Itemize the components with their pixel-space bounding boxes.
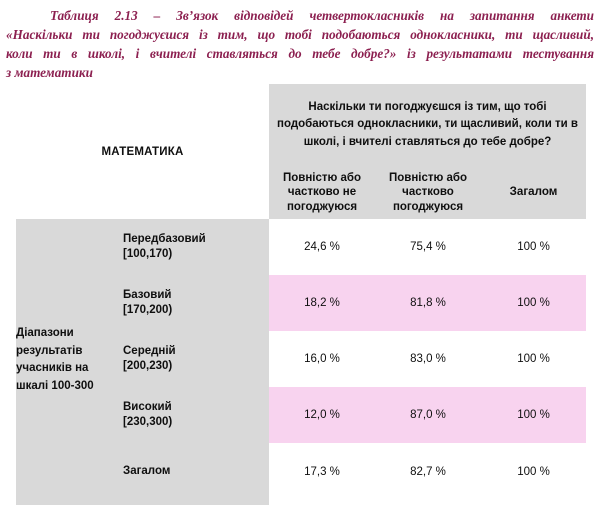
cell-agree: 82,7 % [375,443,481,501]
cell-disagree: 12,0 % [269,387,375,443]
level-range: [200,230) [123,360,173,372]
column-header-agree: Повністю або частково погоджуюся [375,166,481,219]
level-range: [100,170) [123,248,173,260]
results-table [16,84,586,505]
level-name: Базовий [123,288,172,301]
column-header-total: Загалом [481,166,586,219]
cell-agree: 87,0 % [375,387,481,443]
level-name: Загалом [123,465,171,478]
caption-line-3: коли ти в школі, і вчителі ставляться до тебе добре?» із результатами тестування [6,46,594,61]
cell-total: 100 % [481,275,586,331]
cell-agree: 75,4 % [375,219,481,275]
row-group-label-cell: Діапазони результатів учасників на шкалі 100-300 [16,219,123,501]
level-name: Високий [123,400,172,413]
level-label-cell [123,387,269,443]
table-bottom-spacer [16,501,586,505]
cell-disagree: 17,3 % [269,443,375,501]
cell-agree: 83,0 % [375,331,481,387]
level-label-cell [123,275,269,331]
caption-line-2: «Наскільки ти погоджуєшся із тим, що тобі подобаються однокласники, ти щасливий, [6,27,594,42]
table-container [16,84,586,487]
spacer-scale [16,501,123,505]
question-header-cell: Наскільки ти погоджуєшся із тим, що тобі подобаються однокласники, ти щасливий, коли ти в школі, і вчителі ставляться до тебе добре? [269,84,586,166]
level-name: Середній [123,344,176,357]
caption-line-4: з математики [6,65,93,80]
level-label-cell [123,219,269,275]
table-header-row-primary [16,84,586,166]
cell-total: 100 % [481,331,586,387]
caption-line-1: Таблиця 2.13 – Зв’язок відповідей четвертокласників на запитання анкети [50,8,594,23]
table-row [16,219,586,275]
spacer-total [481,501,586,505]
cell-disagree: 24,6 % [269,219,375,275]
cell-total: 100 % [481,443,586,501]
table-caption [0,0,600,82]
level-label-cell [123,443,269,501]
level-range: [230,300) [123,416,173,428]
level-name: Передбазовий [123,232,206,245]
cell-disagree: 18,2 % [269,275,375,331]
cell-disagree: 16,0 % [269,331,375,387]
cell-total: 100 % [481,387,586,443]
cell-agree: 81,8 % [375,275,481,331]
cell-total: 100 % [481,219,586,275]
spacer-agree [375,501,481,505]
level-range: [170,200) [123,304,173,316]
column-header-disagree: Повністю або частково не погоджуюся [269,166,375,219]
spacer-disagree [269,501,375,505]
level-label-cell [123,331,269,387]
spacer-level [123,501,269,505]
subject-header-cell: МАТЕМАТИКА [16,84,269,219]
